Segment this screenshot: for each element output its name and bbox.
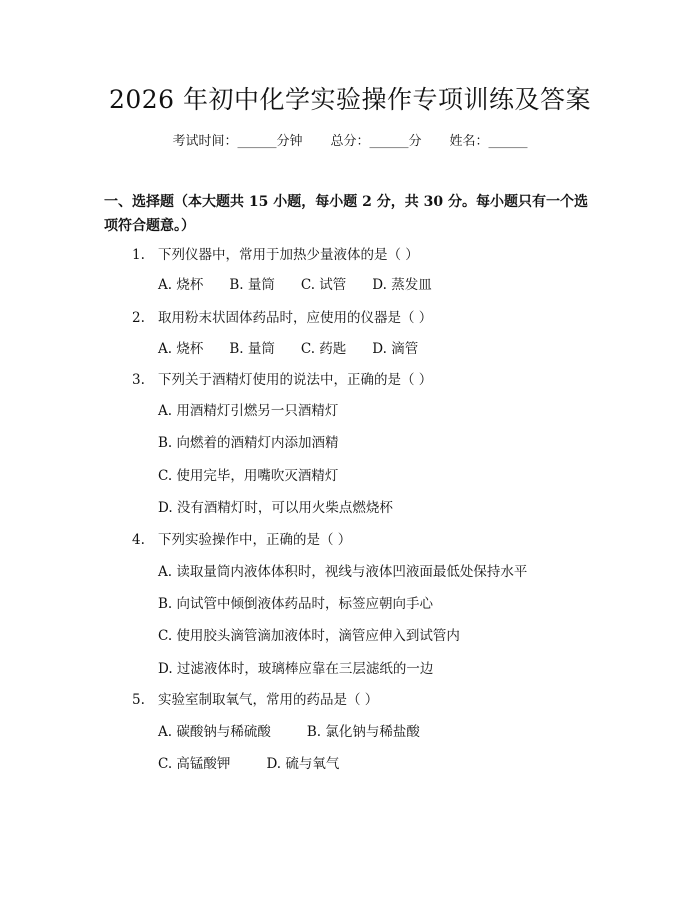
page-title: 2026 年初中化学实验操作专项训练及答案	[108, 85, 592, 114]
question-number: 3.	[132, 372, 145, 388]
option-a: A. 碳酸钠与稀硫酸	[158, 724, 271, 740]
option-c: C. 高锰酸钾	[158, 756, 231, 772]
question-1	[132, 245, 419, 265]
question-stem: 下列实验操作中，正确的是（ ）	[158, 532, 352, 548]
option-a: A. 烧杯	[158, 341, 204, 357]
option-c: C. 药匙	[300, 341, 347, 357]
question-1-options	[158, 275, 432, 295]
option-b: B. 量筒	[229, 277, 275, 293]
question-stem: 实验室制取氧气，常用的药品是（ ）	[158, 692, 379, 708]
question-2	[132, 308, 432, 328]
option-a: A. 烧杯	[158, 277, 204, 293]
option-d: D. 蒸发皿	[372, 277, 432, 293]
question-number: 1.	[132, 247, 145, 263]
option-b: B. 向燃着的酒精灯内添加酒精	[158, 435, 339, 451]
option-c: C. 使用完毕，用嘴吹灭酒精灯	[158, 468, 339, 484]
student-name-field: 姓名：______	[449, 134, 528, 149]
section-heading: 一、选择题（本大题共 15 小题，每小题 2 分，共 30 分。每小题只有一个选项符合题意。）	[104, 194, 588, 234]
question-number: 5.	[132, 692, 145, 708]
option-a: A. 用酒精灯引燃另一只酒精灯	[158, 403, 339, 419]
question-stem: 取用粉末状固体药品时，应使用的仪器是（ ）	[158, 310, 433, 326]
option-a: A. 读取量筒内液体体积时，视线与液体凹液面最低处保持水平	[158, 564, 528, 580]
option-b: B. 氯化钠与稀盐酸	[306, 724, 420, 740]
option-b: B. 量筒	[229, 341, 275, 357]
option-c: C. 试管	[300, 277, 347, 293]
option-d: D. 过滤液体时，玻璃棒应靠在三层滤纸的一边	[158, 661, 434, 677]
question-3	[132, 370, 432, 390]
question-number: 2.	[132, 310, 145, 326]
exam-time-field: 考试时间：______分钟	[172, 134, 303, 149]
question-5-options-row-2	[158, 754, 339, 774]
option-d: D. 没有酒精灯时，可以用火柴点燃烧杯	[158, 500, 393, 516]
exam-meta	[0, 133, 700, 151]
option-d: D. 硫与氧气	[266, 756, 340, 772]
question-4	[132, 530, 351, 550]
question-5-options-row-1	[158, 722, 420, 742]
question-5	[132, 690, 378, 710]
option-b: B. 向试管中倾倒液体药品时，标签应朝向手心	[158, 596, 434, 612]
option-c: C. 使用胶头滴管滴加液体时，滴管应伸入到试管内	[158, 628, 460, 644]
question-stem: 下列关于酒精灯使用的说法中，正确的是（ ）	[158, 372, 433, 388]
option-d: D. 滴管	[372, 341, 419, 357]
total-score-field: 总分：______分	[330, 134, 422, 149]
question-2-options	[158, 339, 418, 359]
question-stem: 下列仪器中，常用于加热少量液体的是（ ）	[158, 247, 419, 263]
question-number: 4.	[132, 532, 145, 548]
